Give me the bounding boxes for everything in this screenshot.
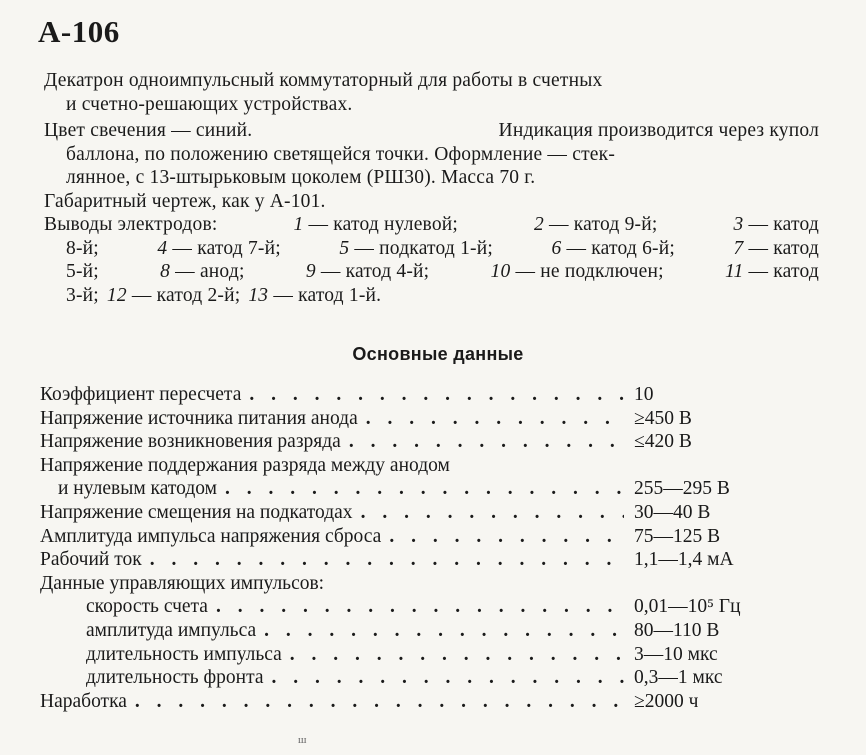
description-line-1: Декатрон одноимпульсный коммутаторный для работы в счетных (44, 70, 603, 91)
pins-paragraph (44, 213, 819, 307)
spec-row: Амплитуда импульса напряжения сброса . . . 75—125 В (40, 525, 800, 549)
spec-row: скорость счета . . . 0,01—10⁵ Гц (40, 595, 800, 619)
spec-row: и нулевым катодом . . . 255—295 В (40, 477, 800, 501)
description-paragraph (44, 69, 819, 116)
pin-item: 2 — катод 9-й; (534, 214, 658, 235)
pin-item: 4 — катод 7-й; (157, 237, 281, 259)
description-line-2: и счетно-решающих устройствах. (66, 93, 353, 115)
pin-item: 3-й; (66, 284, 99, 306)
appearance-line-2: баллона, по положению светящейся точки. Оформление — стек- (66, 143, 616, 165)
pin-item: 11 — катод (724, 261, 819, 282)
pin-item: 8-й; (66, 237, 99, 259)
spec-row: Данные управляющих импульсов: (40, 572, 325, 594)
spec-row: амплитуда импульса . . . 80—110 В (40, 619, 800, 643)
spec-row: Напряжение поддержания разряда между анодом (40, 454, 450, 476)
appearance-color: Цвет свечения — синий. (44, 120, 253, 141)
pins-intro: Выводы электродов: (44, 214, 218, 235)
appearance-paragraph (44, 119, 819, 190)
pin-item: 12 — катод 2-й; (106, 284, 241, 306)
spec-row: Рабочий ток . . . 1,1—1,4 мА (40, 548, 800, 572)
pin-item: 7 — катод (733, 237, 819, 259)
spec-row: Напряжение смещения на подкатодах . . . 30—40 В (40, 501, 800, 525)
pin-item: 10 — не подключен; (490, 261, 664, 282)
spec-table (40, 383, 800, 713)
spec-row: длительность импульса . . . 3—10 мкс (40, 643, 800, 667)
pin-item: 9 — катод 4-й; (305, 261, 430, 282)
spec-row: Коэффициент пересчета . . . 10 (40, 383, 800, 407)
appearance-line-3: лянное, с 13-штырьковым цоколем (РШ30). Масса 70 г. (66, 167, 536, 188)
drawing-paragraph (44, 190, 819, 214)
pin-item: 8 — анод; (160, 261, 245, 282)
section-title: Основные данные (352, 344, 524, 364)
pin-item: 6 — катод 6-й; (551, 237, 675, 259)
spec-row: длительность фронта . . . 0,3—1 мкс (40, 666, 800, 690)
appearance-indication: Индикация производится через купол (498, 120, 819, 141)
page-title: А-106 (38, 14, 120, 49)
pin-item: 5 — подкатод 1-й; (339, 237, 493, 259)
spec-row: Напряжение возникновения разряда . . . ≤420 В (40, 430, 800, 454)
spec-row: Наработка . . . ≥2000 ч (40, 690, 800, 714)
pin-item: 3 — катод (733, 214, 819, 235)
pin-item: 1 — катод нулевой; (293, 214, 459, 235)
pin-item: 5-й; (66, 261, 99, 282)
page-mark: ш (298, 734, 307, 746)
spec-row: Напряжение источника питания анода . . . ≥450 В (40, 407, 800, 431)
pin-item: 13 — катод 1-й. (248, 284, 382, 306)
drawing-reference: Габаритный чертеж, как у А-101. (44, 191, 326, 212)
